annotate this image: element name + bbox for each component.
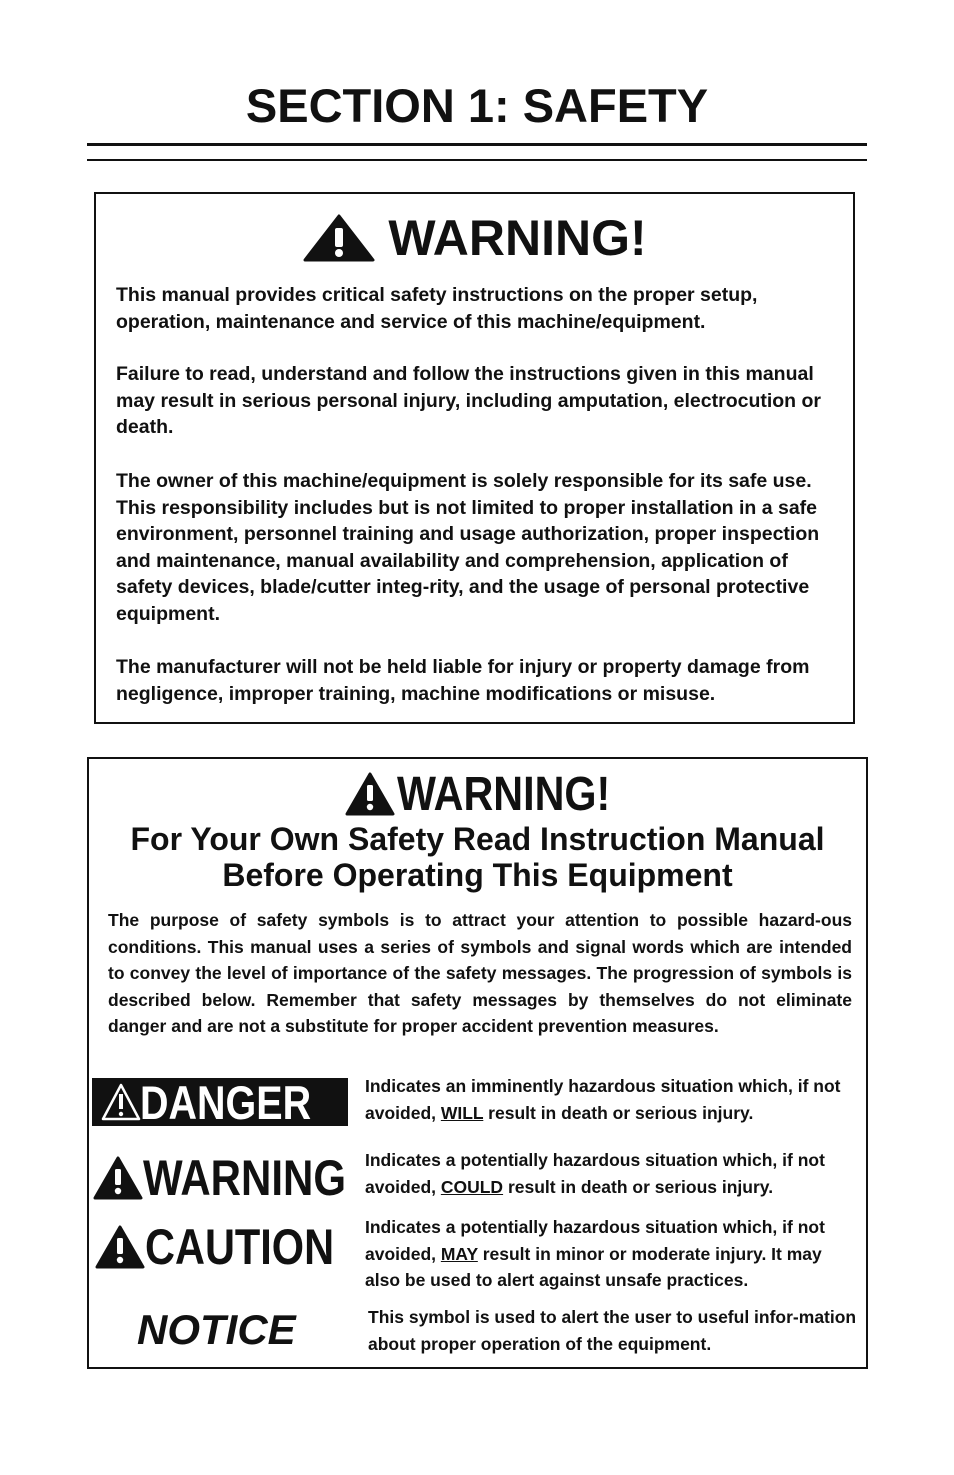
title-rule-thick bbox=[87, 143, 867, 146]
danger-signal-label bbox=[92, 1075, 348, 1129]
warning-box-title: WARNING! bbox=[388, 210, 647, 266]
symbols-box-heading bbox=[89, 767, 866, 821]
warning-paragraph-3: The owner of this machine/equipment is solely responsible for its safe use. This responsibility includes but is not limited to proper installation in a safe environment, personnel training and usage authorization, proper inspection and maintenance, manual availability and comprehension, application of safety devices, blade/cutter integ-rity, and the usage of personal protective equipment. bbox=[116, 470, 820, 625]
subheading-line-1: For Your Own Safety Read Instruction Manual bbox=[130, 821, 825, 857]
danger-description bbox=[365, 1073, 861, 1126]
warning-description bbox=[365, 1147, 861, 1200]
notice-description: This symbol is used to alert the user to useful infor-mation about proper operation of the equipment. bbox=[368, 1307, 857, 1354]
caution-desc-before: Indicates a potentially hazardous situation which, if not avoided, bbox=[365, 1217, 825, 1264]
warning-paragraph-1: This manual provides critical safety instructions on the proper setup, operation, maintenance and service of this machine/equipment. bbox=[116, 284, 758, 333]
title-rule-thin bbox=[87, 159, 867, 161]
caution-description bbox=[365, 1214, 861, 1294]
warning-triangle-icon bbox=[95, 1225, 145, 1269]
caution-signal-word: CAUTION bbox=[145, 1219, 335, 1275]
warning-desc-before: Indicates a potentially hazardous situation which, if not avoided, bbox=[365, 1150, 825, 1197]
warning-triangle-icon bbox=[345, 772, 395, 816]
caution-signal-label bbox=[95, 1219, 339, 1275]
danger-desc-emphasis: WILL bbox=[440, 1102, 484, 1123]
safety-symbols-box bbox=[87, 757, 868, 1369]
warning-triangle-icon bbox=[100, 1082, 142, 1122]
warning-triangle-icon bbox=[93, 1156, 143, 1200]
notice-signal-word: NOTICE bbox=[137, 1306, 296, 1353]
warning-signal-word: WARNING bbox=[143, 1150, 346, 1206]
symbols-box-subheading bbox=[89, 821, 866, 893]
warning-box-heading bbox=[96, 208, 853, 268]
caution-desc-after: result in minor or moderate injury. It may also be used to alert against unsafe practices. bbox=[365, 1243, 822, 1291]
danger-signal-word: DANGER bbox=[140, 1075, 312, 1129]
warning-signal-label bbox=[93, 1150, 351, 1206]
warning-box bbox=[94, 192, 855, 724]
symbols-box-title: WARNING! bbox=[396, 767, 610, 821]
danger-desc-before: Indicates an imminently hazardous situation which, if not avoided, bbox=[365, 1076, 841, 1123]
symbols-purpose-text: The purpose of safety symbols is to attract your attention to possible hazard-ous conditions. This manual uses a series of symbols and signal words which are intended to convey the level of importance of the safety messages. The progression of symbols is described below. Remember that safety messages by themselves do not eliminate danger and are not a substitute for proper accident prevention measures. bbox=[108, 910, 852, 1037]
warning-desc-emphasis: COULD bbox=[440, 1176, 504, 1197]
warning-triangle-icon bbox=[302, 213, 376, 263]
caution-desc-emphasis: MAY bbox=[440, 1243, 478, 1264]
section-title: SECTION 1: SAFETY bbox=[245, 79, 709, 132]
warning-desc-after: result in death or serious injury. bbox=[503, 1176, 774, 1197]
warning-paragraph-2: Failure to read, understand and follow the instructions given in this manual may result in serious personal injury, including amputation, electrocution or death. bbox=[116, 363, 822, 438]
danger-desc-after: result in death or serious injury. bbox=[483, 1102, 754, 1123]
warning-paragraph-4: The manufacturer will not be held liable for injury or property damage from negligence, improper training, machine modifications or misuse. bbox=[116, 656, 810, 705]
subheading-line-2: Before Operating This Equipment bbox=[222, 857, 733, 893]
